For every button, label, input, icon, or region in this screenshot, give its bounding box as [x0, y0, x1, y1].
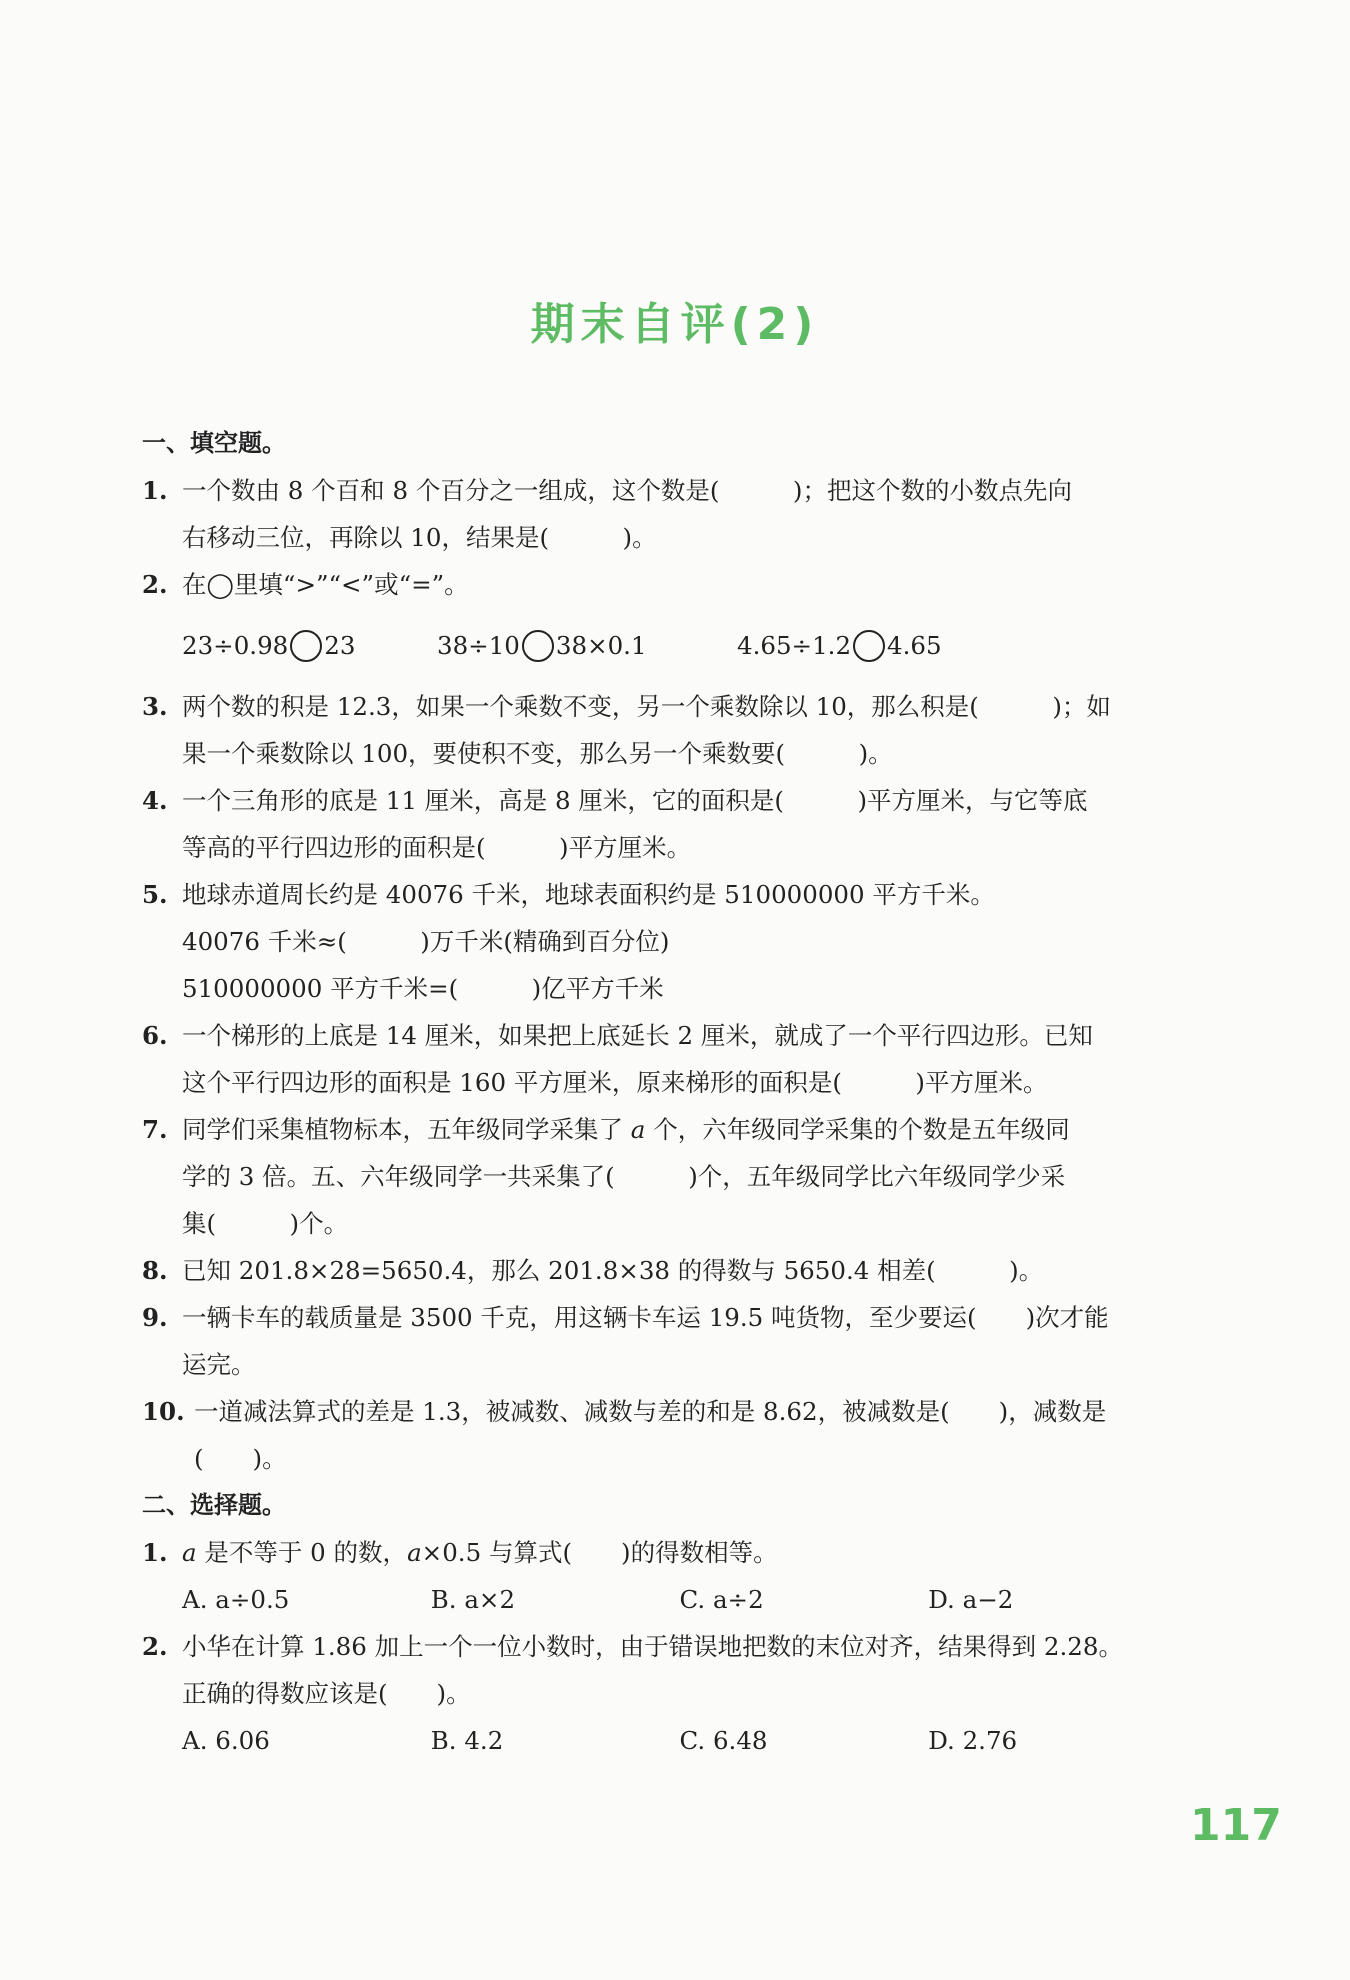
comparison-left: 4.65÷1.2 [737, 631, 852, 660]
option-d[interactable]: D. a−2 [928, 1585, 1014, 1614]
text-part: ×0.5 与算式( )的得数相等。 [421, 1538, 778, 1567]
comparison-left: 38÷10 [437, 631, 520, 660]
comparison-2 [437, 622, 737, 669]
question-number: 6. [142, 1021, 168, 1050]
comparison-1 [182, 622, 437, 669]
page-title: 期末自评(2) [530, 299, 820, 350]
variable: a [182, 1538, 197, 1567]
question-text: 已知 201.8×28=5650.4，那么 201.8×38 的得数与 5650.4 相差( )。 [182, 1256, 1044, 1285]
question-5 [142, 871, 1177, 1012]
question-7 [142, 1106, 1177, 1247]
question-number: 9. [142, 1303, 168, 1332]
question-text: 右移动三位，再除以 10，结果是( )。 [182, 523, 657, 552]
question-number: 8. [142, 1256, 168, 1285]
option-b[interactable]: B. 4.2 [430, 1726, 504, 1755]
question-number: 1. [142, 1538, 168, 1567]
answer-circle[interactable] [522, 630, 554, 662]
choice-question-2 [142, 1623, 1177, 1717]
question-2 [142, 561, 1177, 608]
text-part: 同学们采集植物标本，五年级同学采集了 [182, 1115, 631, 1144]
comparison-row [142, 622, 1177, 669]
question-text: 一个三角形的底是 11 厘米，高是 8 厘米，它的面积是( )平方厘米，与它等底 [182, 786, 1088, 815]
question-text [182, 1106, 1177, 1153]
section-fill-blank-heading: 一、填空题。 [142, 429, 286, 457]
text-part: 是不等于 0 的数， [196, 1538, 408, 1567]
question-text: 40076 千米≈( )万千米(精确到百分位) [182, 927, 670, 956]
question-text: 集( )个。 [182, 1209, 349, 1238]
question-text: 两个数的积是 12.3，如果一个乘数不变，另一个乘数除以 10，那么积是( )；如 [182, 692, 1111, 721]
question-6 [142, 1012, 1177, 1106]
question-text: 一个梯形的上底是 14 厘米，如果把上底延长 2 厘米，就成了一个平行四边形。已知 [182, 1021, 1093, 1050]
question-text: 地球赤道周长约是 40076 千米，地球表面积约是 510000000 平方千米。 [182, 880, 995, 909]
question-1 [142, 467, 1177, 561]
choice-options [142, 1576, 1177, 1623]
question-8 [142, 1247, 1177, 1294]
option-a[interactable]: A. a÷0.5 [182, 1585, 290, 1614]
question-text: 一个数由 8 个百和 8 个百分之一组成，这个数是( )；把这个数的小数点先向 [182, 476, 1072, 505]
comparison-right: 4.65 [887, 631, 942, 660]
variable: a [630, 1115, 646, 1144]
question-text [182, 1529, 1177, 1576]
question-text: 小华在计算 1.86 加上一个一位小数时，由于错误地把数的末位对齐，结果得到 2.28。 [182, 1632, 1123, 1661]
question-9 [142, 1294, 1177, 1388]
choice-options [142, 1717, 1177, 1764]
answer-circle[interactable] [290, 630, 322, 662]
option-c[interactable]: C. 6.48 [679, 1726, 768, 1755]
option-a[interactable]: A. 6.06 [182, 1726, 270, 1755]
comparison-right: 23 [324, 631, 356, 660]
option-c[interactable]: C. a÷2 [679, 1585, 764, 1614]
answer-circle[interactable] [853, 630, 885, 662]
question-text: 运完。 [182, 1350, 256, 1379]
question-text: 在◯里填“>”“<”或“=”。 [182, 570, 469, 599]
question-number: 2. [142, 1632, 168, 1661]
question-4 [142, 777, 1177, 871]
question-text: 一道减法算式的差是 1.3，被减数、减数与差的和是 8.62，被减数是( )，减数是 [194, 1397, 1107, 1426]
question-number: 1. [142, 476, 168, 505]
question-text: 果一个乘数除以 100，要使积不变，那么另一个乘数要( )。 [182, 739, 893, 768]
variable: a [407, 1538, 422, 1567]
question-text: 学的 3 倍。五、六年级同学一共采集了( )个，五年级同学比六年级同学少采 [182, 1162, 1066, 1191]
choice-question-1 [142, 1529, 1177, 1576]
question-number: 2. [142, 570, 168, 599]
option-b[interactable]: B. a×2 [430, 1585, 516, 1614]
question-number: 5. [142, 880, 168, 909]
question-3 [142, 683, 1177, 777]
section-choice-heading: 二、选择题。 [142, 1491, 286, 1519]
question-number: 3. [142, 692, 168, 721]
question-text: 正确的得数应该是( )。 [182, 1679, 471, 1708]
question-number: 4. [142, 786, 168, 815]
question-text: 一辆卡车的载质量是 3500 千克，用这辆卡车运 19.5 吨货物，至少要运( )次才能 [182, 1303, 1109, 1332]
question-text: 510000000 平方千米=( )亿平方千米 [182, 974, 664, 1003]
question-text: 这个平行四边形的面积是 160 平方厘米，原来梯形的面积是( )平方厘米。 [182, 1068, 1048, 1097]
question-number: 7. [142, 1115, 168, 1144]
question-text: 等高的平行四边形的面积是( )平方厘米。 [182, 833, 692, 862]
page-number: 117 [1190, 1800, 1282, 1851]
worksheet-content [142, 420, 1177, 1764]
comparison-right: 38×0.1 [555, 631, 647, 660]
text-part: 个，六年级同学采集的个数是五年级同 [645, 1115, 1070, 1144]
comparison-3 [737, 622, 992, 669]
option-d[interactable]: D. 2.76 [928, 1726, 1018, 1755]
question-10 [142, 1388, 1177, 1482]
question-number: 10. [142, 1397, 185, 1426]
question-text: ( )。 [194, 1444, 287, 1473]
comparison-left: 23÷0.98 [182, 631, 289, 660]
